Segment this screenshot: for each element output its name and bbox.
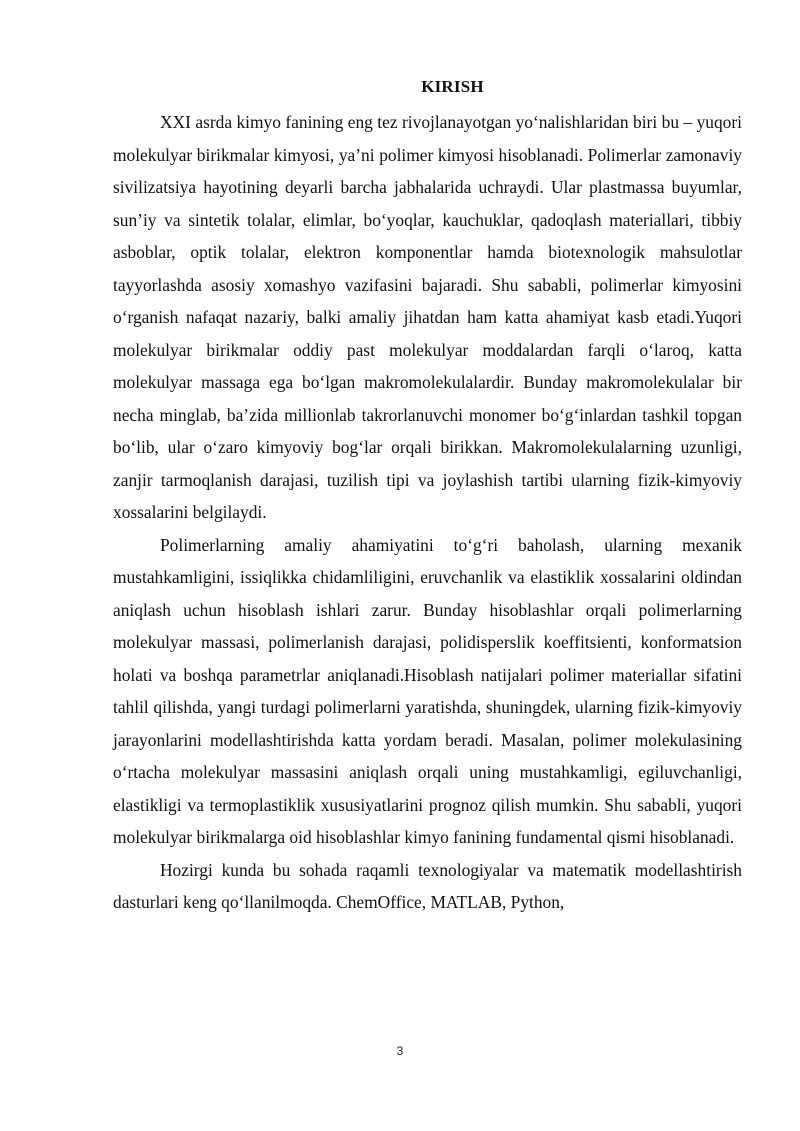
page-content <box>113 76 742 919</box>
paragraph-calculations: Polimerlarning amaliy ahamiyatini to‘g‘ri baholash, ularning mexanik mustahkamligini, issiqlikka chidamliligini, eruvchanlik va elastiklik xossalarini oldindan aniqlash uchun hisoblash ishlari zarur. Bunday hisoblashlar orqali polimerlarning molekulyar massasi, polimerlanish darajasi, polidisperslik koeffitsienti, konformatsion holati va boshqa parametrlar aniqlanadi.Hisoblash natijalari polimer materiallar sifatini tahlil qilishda, yangi turdagi polimerlarni yaratishda, shuningdek, ularning fizik-kimyoviy jarayonlarini modellashtirishda katta yordam beradi. Masalan, polimer molekulasining o‘rtacha molekulyar massasini aniqlash orqali uning mustahkamligi, egiluvchanligi, elastikligi va termoplastiklik xususiyatlarini prognoz qilish mumkin. Shu sababli, yuqori molekulyar birikmalarga oid hisoblashlar kimyo fanining fundamental qismi hisoblanadi. <box>113 534 742 847</box>
section-heading: KIRISH <box>421 77 484 96</box>
page-number: 3 <box>396 1044 404 1058</box>
paragraph-digital-technologies: Hozirgi kunda bu sohada raqamli texnologiyalar va matematik modellashtirish dasturlari keng qo‘llanilmoqda. ChemOffice, MATLAB, Python, <box>113 859 742 912</box>
paragraph-introduction: XXI asrda kimyo fanining eng tez rivojlanayotgan yo‘nalishlaridan biri bu – yuqori molekulyar birikmalar kimyosi, ya’ni polimer kimyosi hisoblanadi. Polimerlar zamonaviy sivilizatsiya hayotining deyarli barcha jabhalarida uchraydi. Ular plastmassa buyumlar, sun’iy va sintetik tolalar, elimlar, bo‘yoqlar, kauchuklar, qadoqlash materiallari, tibbiy asboblar, optik tolalar, elektron komponentlar hamda biotexnologik mahsulotlar tayyorlashda asosiy xomashyo vazifasini bajaradi. Shu sababli, polimerlar kimyosini o‘rganish nafaqat nazariy, balki amaliy jihatdan ham katta ahamiyat kasb etadi.Yuqori molekulyar birikmalar oddiy past molekulyar moddalardan farqli o‘laroq, katta molekulyar massaga ega bo‘lgan makromolekulalardir. Bunday makromolekulalar bir necha minglab, ba’zida millionlab takrorlanuvchi monomer bo‘g‘inlardan tashkil topgan bo‘lib, ular o‘zaro kimyoviy bog‘lar orqali birikkan. Makromolekulalarning uzunligi, zanjir tarmoqlanish darajasi, tuzilish tipi va joylashish tartibi ularning fizik-kimyoviy xossalarini belgilaydi. <box>113 112 742 522</box>
